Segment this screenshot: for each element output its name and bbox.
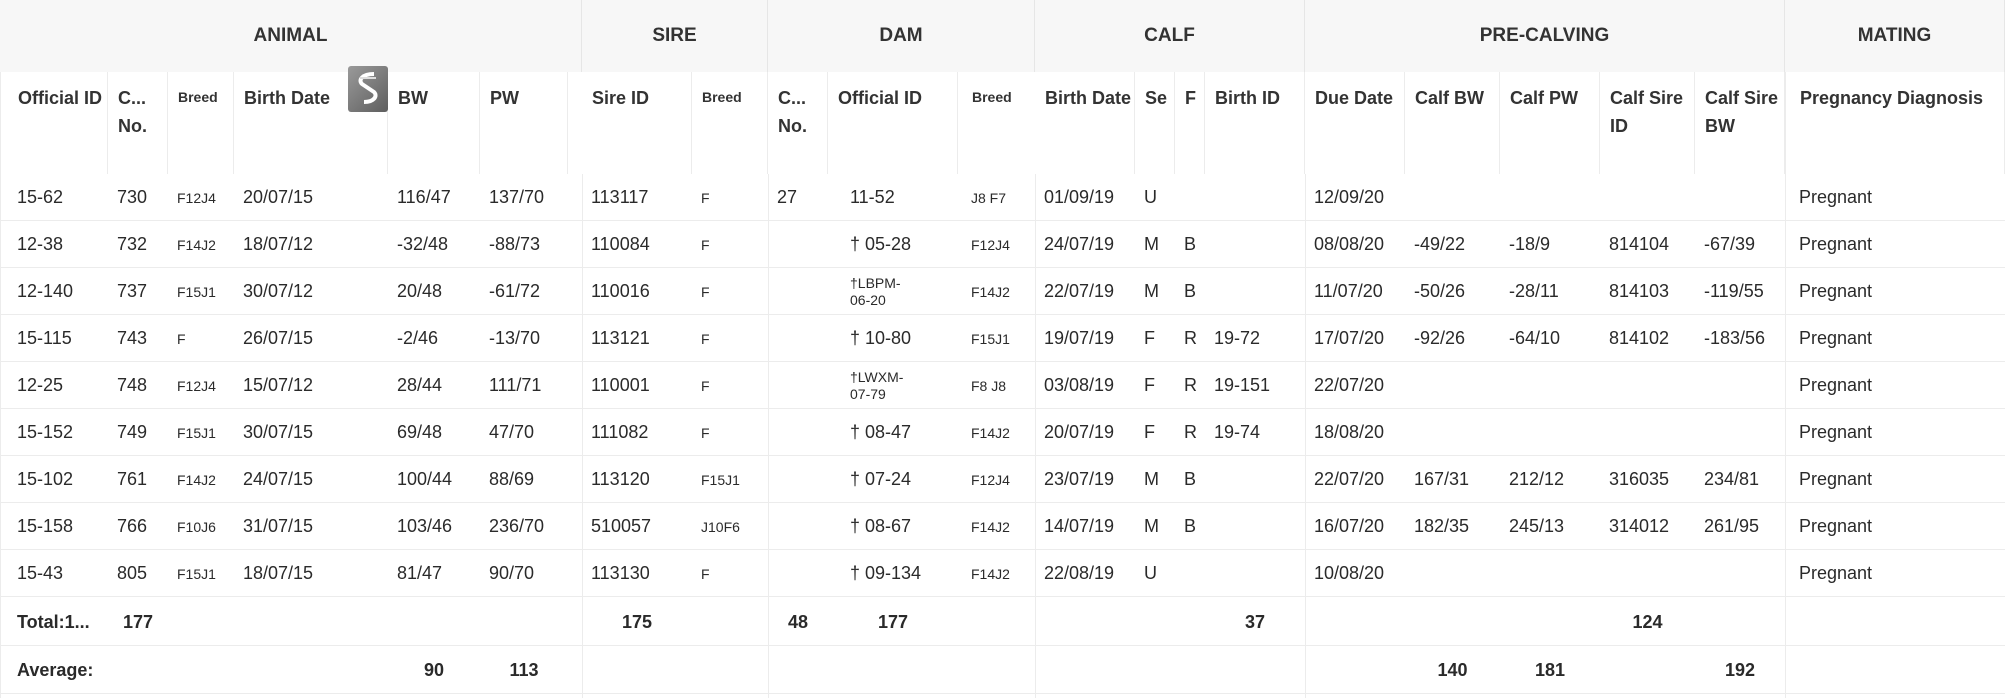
group-header-animal: ANIMAL [0,0,582,72]
average-row-pw: 113 [509,659,539,680]
cell-due-date: 10/08/20 [1314,563,1385,583]
column-header-sire-id[interactable]: Sire ID [582,72,692,174]
cell-dam-breed: F15J1 [971,330,1010,347]
cell-bw: -2/46 [397,328,439,348]
cell-breed: F12J4 [177,189,216,206]
average-row-calf-sire-bw: 192 [1724,659,1756,680]
column-header-calf-f[interactable]: F [1175,72,1205,174]
cell-calf-birth-date: 01/09/19 [1044,187,1115,207]
cell-calf-pw: -28/11 [1509,281,1559,301]
column-header-due-date[interactable]: Due Date [1305,72,1405,174]
cell-calf-pw: -18/9 [1509,234,1551,254]
cell-official-id: 15-158 [17,516,74,536]
cell-birth-date: 24/07/15 [243,469,314,489]
cell-due-date: 12/09/20 [1314,187,1385,207]
cell-pregnancy-diagnosis: Pregnant [1799,375,1873,395]
column-header-calf-sire-id[interactable]: Calf Sire ID [1600,72,1695,174]
cell-sire-id: 110084 [591,234,650,254]
cell-c-no: 730 [117,187,148,207]
cell-sire-id: 113117 [591,187,649,207]
cell-calf-sex: F [1144,422,1155,442]
cell-calf-birth-date: 03/08/19 [1044,375,1115,395]
cell-calf-sex: F [1144,328,1155,348]
cell-due-date: 16/07/20 [1314,516,1385,536]
cell-birth-date: 18/07/12 [243,234,314,254]
cell-dam-breed: F14J2 [971,283,1010,300]
cell-pregnancy-diagnosis: Pregnant [1799,469,1873,489]
cell-dam-official-id: 11-52 [850,187,895,207]
cell-dam-breed: F12J4 [971,471,1010,488]
cell-dam-official-id: † 08-67 [850,516,912,536]
cell-dam-official-id: †LWXM- 07-79 [850,368,904,402]
cell-c-no: 749 [117,422,148,442]
cell-calf-sex: U [1144,187,1157,207]
cell-pregnancy-diagnosis: Pregnant [1799,187,1873,207]
cell-calf-f: R [1184,375,1197,395]
cell-breed: F12J4 [177,377,216,394]
cell-pw: 88/69 [489,469,535,489]
cell-pregnancy-diagnosis: Pregnant [1799,516,1873,536]
cell-calf-birth-date: 20/07/19 [1044,422,1115,442]
column-header-sire-breed[interactable]: Breed [692,72,768,174]
cell-calf-f: B [1184,281,1197,301]
column-header-breed[interactable]: Breed [168,72,234,174]
cell-sire-breed: F [701,236,710,253]
cell-calf-sex: U [1144,563,1157,583]
cell-birth-date: 18/07/15 [243,563,314,583]
cell-breed: F15J1 [177,424,216,441]
column-header-calf-pw[interactable]: Calf PW [1500,72,1600,174]
cell-birth-date: 15/07/12 [243,375,314,395]
cell-bw: 81/47 [397,563,443,583]
cell-pw: 236/70 [489,516,545,536]
total-row-calf-sire-id: 124 [1632,611,1663,632]
cell-dam-official-id: † 10-80 [850,328,912,348]
cell-dam-c-no: 27 [777,187,798,207]
average-row-calf-pw: 181 [1534,659,1566,680]
cell-pw: -61/72 [489,281,541,301]
cell-sire-id: 110001 [591,375,650,395]
group-header-dam: DAM [768,0,1035,72]
cell-official-id: 15-62 [17,187,64,207]
cell-calf-sex: F [1144,375,1155,395]
total-row-dam-c-no: 48 [787,611,809,632]
cell-sire-breed: F [701,424,710,441]
cell-breed: F15J1 [177,283,216,300]
cell-calf-pw: 245/13 [1509,516,1565,536]
cell-official-id: 12-140 [17,281,74,301]
cell-calf-bw: -50/26 [1414,281,1466,301]
cell-bw: 103/46 [397,516,453,536]
cell-c-no: 805 [117,563,148,583]
cell-official-id: 12-25 [17,375,64,395]
cell-due-date: 22/07/20 [1314,375,1385,395]
cell-due-date: 08/08/20 [1314,234,1385,254]
column-header-calf-birth-id[interactable]: Birth ID [1205,72,1305,174]
cell-bw: -32/48 [397,234,449,254]
cell-calf-sire-id: 814103 [1609,281,1670,301]
cell-pw: 137/70 [489,187,545,207]
cell-sire-breed: F [701,330,710,347]
cell-calf-birth-date: 23/07/19 [1044,469,1115,489]
column-header-dam-breed[interactable]: Breed [962,72,1042,174]
cell-pregnancy-diagnosis: Pregnant [1799,563,1873,583]
cell-c-no: 732 [117,234,148,254]
cell-sire-id: 113130 [591,563,650,583]
cell-calf-f: R [1184,328,1197,348]
cell-dam-official-id: † 07-24 [850,469,912,489]
cell-dam-breed: F12J4 [971,236,1010,253]
cell-birth-date: 20/07/15 [243,187,314,207]
group-header-sire: SIRE [582,0,768,72]
cell-calf-sire-id: 814104 [1609,234,1670,254]
column-header-c-no[interactable]: C... No. [108,72,168,174]
cell-sire-breed: F15J1 [701,471,740,488]
cell-pregnancy-diagnosis: Pregnant [1799,422,1873,442]
column-header-calf-bw[interactable]: Calf BW [1405,72,1500,174]
cell-bw: 69/48 [397,422,443,442]
cell-calf-sire-id: 314012 [1609,516,1670,536]
cell-calf-sire-id: 814102 [1609,328,1670,348]
cell-breed: F [177,330,186,347]
cell-calf-birth-date: 19/07/19 [1044,328,1115,348]
cell-sire-breed: F [701,565,710,582]
cell-calf-sire-bw: 234/81 [1704,469,1760,489]
average-row-bw: 90 [423,659,445,680]
cell-calf-birth-date: 24/07/19 [1044,234,1115,254]
cell-sire-breed: F [701,189,710,206]
cell-calf-birth-date: 22/07/19 [1044,281,1115,301]
cell-dam-breed: J8 F7 [971,189,1007,206]
cell-c-no: 766 [117,516,148,536]
column-header-calf-sex[interactable]: Se [1135,72,1175,174]
cell-dam-official-id: † 08-47 [850,422,912,442]
cell-pregnancy-diagnosis: Pregnant [1799,328,1873,348]
cell-bw: 116/47 [397,187,451,207]
cell-birth-date: 26/07/15 [243,328,314,348]
cell-breed: F14J2 [177,471,216,488]
cell-calf-sire-bw: -67/39 [1704,234,1756,254]
cell-c-no: 743 [117,328,148,348]
cell-due-date: 22/07/20 [1314,469,1385,489]
average-row-calf-bw: 140 [1437,659,1468,680]
cell-calf-f: R [1184,422,1197,442]
cell-breed: F15J1 [177,565,216,582]
cell-calf-sire-bw: 261/95 [1704,516,1760,536]
cell-due-date: 18/08/20 [1314,422,1385,442]
cell-calf-sire-bw: -183/56 [1704,328,1766,348]
column-header-dam-official-id[interactable]: Official ID [828,72,958,174]
cell-calf-bw: 182/35 [1414,516,1470,536]
cell-sire-breed: J10F6 [701,518,740,535]
cell-pw: -88/73 [489,234,541,254]
cell-sire-breed: F [701,377,710,394]
cell-c-no: 737 [117,281,148,301]
group-header-calf: CALF [1035,0,1305,72]
cell-calf-bw: -49/22 [1414,234,1466,254]
cell-pregnancy-diagnosis: Pregnant [1799,234,1873,254]
cell-calf-sex: M [1144,234,1159,254]
total-row-label: Total:1... [17,611,90,632]
cell-c-no: 761 [117,469,148,489]
total-row-c-no: 177 [122,611,154,632]
cell-sire-id: 510057 [591,516,652,536]
cell-breed: F14J2 [177,236,216,253]
average-row-label: Average: [17,659,94,680]
cell-dam-official-id: † 05-28 [850,234,912,254]
cell-birth-date: 30/07/12 [243,281,314,301]
group-header-precalving: PRE-CALVING [1305,0,1785,72]
cell-pw: 90/70 [489,563,535,583]
cell-sire-id: 113121 [591,328,650,348]
total-row-sire-id: 175 [621,611,653,632]
cell-calf-birth-date: 22/08/19 [1044,563,1115,583]
column-header-dam-c-no[interactable]: C... No. [768,72,828,174]
cell-calf-sex: M [1144,516,1159,536]
cell-calf-birth-id: 19-74 [1214,422,1261,442]
cell-calf-pw: 212/12 [1509,469,1565,489]
cell-calf-birth-id: 19-151 [1214,375,1271,395]
cell-dam-official-id: †LBPM- 06-20 [850,274,901,308]
cell-official-id: 15-102 [17,469,74,489]
column-header-calf-sire-bw[interactable]: Calf Sire BW [1695,72,1785,174]
cell-calf-sex: M [1144,281,1159,301]
cell-dam-breed: F14J2 [971,565,1010,582]
cell-sire-id: 110016 [591,281,650,301]
total-row-calf-birth-id: 37 [1244,611,1266,632]
cell-bw: 20/48 [397,281,443,301]
cell-bw: 28/44 [397,375,443,395]
column-header-bw[interactable]: BW [388,72,480,174]
cell-dam-breed: F14J2 [971,518,1010,535]
cell-sire-id: 111082 [591,422,649,442]
cell-calf-birth-id: 19-72 [1214,328,1261,348]
cell-official-id: 15-115 [17,328,72,348]
column-header-calf-birth-date[interactable]: Birth Date [1035,72,1135,174]
cell-calf-sire-bw: -119/55 [1704,281,1764,301]
cell-official-id: 12-38 [17,234,64,254]
cell-calf-bw: -92/26 [1414,328,1466,348]
cell-pw: -13/70 [489,328,541,348]
cell-birth-date: 30/07/15 [243,422,314,442]
total-row-dam-official-id: 177 [877,611,909,632]
cell-sire-id: 113120 [591,469,650,489]
cell-calf-sire-id: 316035 [1609,469,1670,489]
column-header-birth-date[interactable]: Birth Date [234,72,388,174]
cell-calf-pw: -64/10 [1509,328,1561,348]
cell-calf-birth-date: 14/07/19 [1044,516,1115,536]
cell-sire-breed: F [701,283,710,300]
cell-calf-f: B [1184,516,1197,536]
cell-dam-breed: F8 J8 [971,377,1007,394]
cell-calf-bw: 167/31 [1414,469,1470,489]
cell-pw: 47/70 [489,422,535,442]
cell-dam-breed: F14J2 [971,424,1010,441]
sort-column-icon[interactable] [348,66,388,112]
cell-official-id: 15-152 [17,422,74,442]
cell-due-date: 11/07/20 [1314,281,1383,301]
cell-due-date: 17/07/20 [1314,328,1385,348]
cell-pregnancy-diagnosis: Pregnant [1799,281,1873,301]
column-header-official-id[interactable]: Official ID [8,72,108,174]
cell-official-id: 15-43 [17,563,64,583]
total-row [0,598,2005,646]
cell-calf-sex: M [1144,469,1159,489]
cell-bw: 100/44 [397,469,453,489]
cell-birth-date: 31/07/15 [243,516,314,536]
cell-calf-f: B [1184,234,1197,254]
cell-c-no: 748 [117,375,148,395]
group-header-mating: MATING [1785,0,2005,72]
cell-breed: F10J6 [177,518,216,535]
cell-pw: 111/71 [489,375,542,395]
cell-dam-official-id: † 09-134 [850,563,922,583]
column-header-pw[interactable]: PW [480,72,568,174]
column-header-pregnancy-diagnosis[interactable]: Pregnancy Diagnosis [1790,72,2005,174]
cell-calf-f: B [1184,469,1197,489]
